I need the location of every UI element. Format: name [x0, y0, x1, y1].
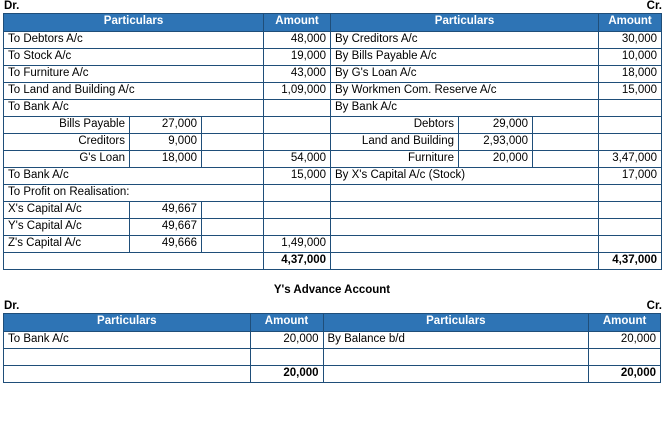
row-left-sub-amount: 18,000	[130, 151, 202, 168]
row-left-sub-amount: 27,000	[130, 117, 202, 134]
row-left-spacer	[202, 219, 264, 236]
advance-total-row	[4, 366, 661, 383]
row-right-spacer	[533, 151, 599, 168]
row-right-amount	[599, 236, 662, 253]
row-left-particulars: X's Capital A/c	[4, 202, 130, 219]
row-left-amount	[264, 117, 331, 134]
header-particulars-left: Particulars	[4, 14, 264, 32]
row-right-particulars: By Balance b/d	[323, 332, 589, 349]
row-left-particulars: To Bank A/c	[4, 100, 264, 117]
row-left-particulars: To Stock A/c	[4, 49, 264, 66]
table-row	[4, 349, 661, 366]
row-left-spacer	[202, 117, 264, 134]
advance-account-table	[3, 313, 661, 383]
row-left-amount: 20,000	[250, 332, 323, 349]
row-left-amount: 1,09,000	[264, 83, 331, 100]
row-right-amount	[599, 117, 662, 134]
total-left-label	[4, 253, 264, 270]
total-right-amount: 4,37,000	[599, 253, 662, 270]
row-right-amount	[599, 219, 662, 236]
row-right-sub-amount: 29,000	[459, 117, 533, 134]
header-amount-left: Amount	[264, 14, 331, 32]
row-right-particulars	[331, 202, 599, 219]
row-left-amount	[264, 202, 331, 219]
row-right-particulars: By Creditors A/c	[331, 32, 599, 49]
row-right-amount	[599, 202, 662, 219]
advance-cr-label: Cr.	[646, 300, 662, 312]
advance-dr-cr-row	[0, 300, 664, 313]
row-right-sub-label: Debtors	[331, 117, 459, 134]
row-left-amount	[250, 349, 323, 366]
row-left-particulars	[4, 349, 251, 366]
table-row	[4, 219, 662, 236]
row-right-amount: 10,000	[599, 49, 662, 66]
table-row	[4, 49, 662, 66]
advance-account-title: Y's Advance Account	[273, 284, 391, 296]
row-left-particulars: To Debtors A/c	[4, 32, 264, 49]
row-right-spacer	[533, 134, 599, 151]
advance-header-amount-right: Amount	[589, 314, 661, 332]
row-right-amount: 18,000	[599, 66, 662, 83]
row-right-particulars	[331, 219, 599, 236]
row-right-spacer	[533, 117, 599, 134]
table-row	[4, 100, 662, 117]
row-left-particulars: To Furniture A/c	[4, 66, 264, 83]
row-left-amount: 48,000	[264, 32, 331, 49]
header-particulars-right: Particulars	[331, 14, 599, 32]
table-row	[4, 236, 662, 253]
row-left-spacer	[202, 134, 264, 151]
advance-total-right-amount: 20,000	[589, 366, 661, 383]
total-right-label	[331, 253, 599, 270]
advance-total-left-label	[4, 366, 251, 383]
advance-dr-label: Dr.	[4, 300, 20, 312]
row-left-particulars: Y's Capital A/c	[4, 219, 130, 236]
row-right-particulars: By Workmen Com. Reserve A/c	[331, 83, 599, 100]
realisation-dr-label: Dr.	[4, 0, 20, 12]
row-left-sub-amount: 49,667	[130, 219, 202, 236]
advance-header-amount-left: Amount	[250, 314, 323, 332]
row-left-sub-amount: 49,666	[130, 236, 202, 253]
realisation-account-table	[3, 13, 662, 270]
row-left-amount: 19,000	[264, 49, 331, 66]
row-left-amount: 43,000	[264, 66, 331, 83]
table-row	[4, 168, 662, 185]
row-right-particulars: By X's Capital A/c (Stock)	[331, 168, 599, 185]
row-left-sub-label: Creditors	[4, 134, 130, 151]
row-right-particulars	[331, 185, 599, 202]
row-right-amount	[589, 349, 661, 366]
table-row	[4, 83, 662, 100]
advance-header-particulars-left: Particulars	[4, 314, 251, 332]
row-left-spacer	[202, 151, 264, 168]
table-row	[4, 185, 662, 202]
realisation-cr-label: Cr.	[646, 0, 662, 12]
table-row	[4, 202, 662, 219]
realisation-dr-cr-row	[0, 0, 664, 13]
row-right-amount: 17,000	[599, 168, 662, 185]
total-left-amount: 4,37,000	[264, 253, 331, 270]
row-left-amount: 54,000	[264, 151, 331, 168]
row-left-sub-amount: 49,667	[130, 202, 202, 219]
row-left-amount	[264, 219, 331, 236]
row-left-amount	[264, 185, 331, 202]
row-left-sub-amount: 9,000	[130, 134, 202, 151]
row-right-particulars	[331, 236, 599, 253]
row-left-particulars: To Profit on Realisation:	[4, 185, 264, 202]
table-row	[4, 151, 662, 168]
row-right-amount: 20,000	[589, 332, 661, 349]
row-right-sub-label: Furniture	[331, 151, 459, 168]
row-left-amount	[264, 134, 331, 151]
row-right-amount	[599, 185, 662, 202]
row-right-amount: 15,000	[599, 83, 662, 100]
row-right-particulars: By Bills Payable A/c	[331, 49, 599, 66]
row-left-sub-label: G's Loan	[4, 151, 130, 168]
table-row	[4, 134, 662, 151]
row-right-sub-amount: 2,93,000	[459, 134, 533, 151]
row-left-spacer	[202, 236, 264, 253]
realisation-total-row	[4, 253, 662, 270]
row-right-amount: 30,000	[599, 32, 662, 49]
advance-total-left-amount: 20,000	[250, 366, 323, 383]
row-left-amount: 15,000	[264, 168, 331, 185]
row-right-amount	[599, 100, 662, 117]
row-left-particulars: To Bank A/c	[4, 168, 264, 185]
row-right-sub-label: Land and Building	[331, 134, 459, 151]
table-row	[4, 332, 661, 349]
row-left-amount: 1,49,000	[264, 236, 331, 253]
advance-header-row	[4, 314, 661, 332]
row-left-amount	[264, 100, 331, 117]
advance-header-particulars-right: Particulars	[323, 314, 589, 332]
row-left-particulars: To Bank A/c	[4, 332, 251, 349]
row-right-particulars: By Bank A/c	[331, 100, 599, 117]
row-right-amount	[599, 134, 662, 151]
row-left-sub-label: Bills Payable	[4, 117, 130, 134]
table-row	[4, 32, 662, 49]
table-row	[4, 117, 662, 134]
row-left-spacer	[202, 202, 264, 219]
header-amount-right: Amount	[599, 14, 662, 32]
row-right-particulars: By G's Loan A/c	[331, 66, 599, 83]
row-right-particulars	[323, 349, 589, 366]
row-right-amount: 3,47,000	[599, 151, 662, 168]
advance-total-right-label	[323, 366, 589, 383]
table-row	[4, 66, 662, 83]
row-left-particulars: To Land and Building A/c	[4, 83, 264, 100]
row-left-particulars: Z's Capital A/c	[4, 236, 130, 253]
realisation-header-row	[4, 14, 662, 32]
row-right-sub-amount: 20,000	[459, 151, 533, 168]
